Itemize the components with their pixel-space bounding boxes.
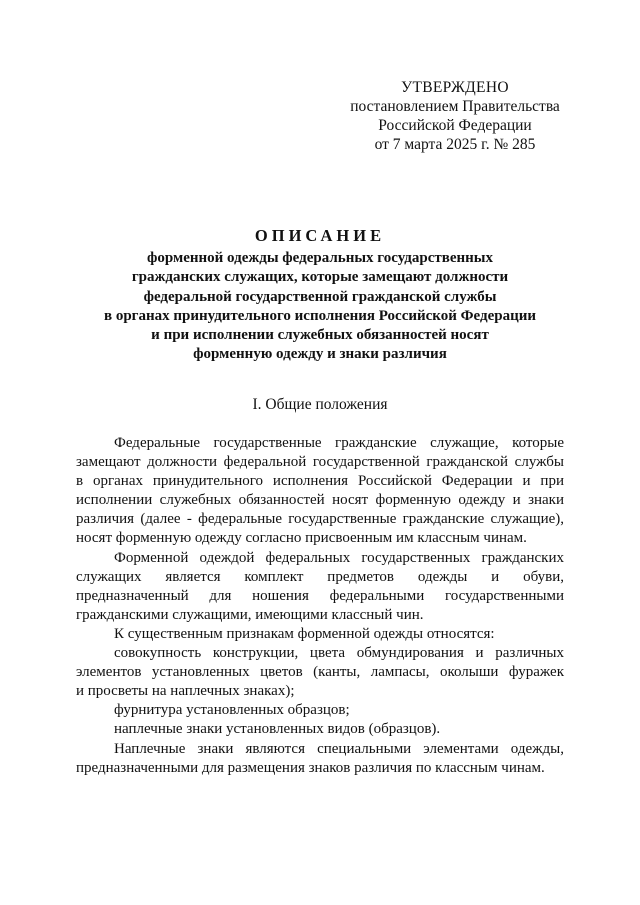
paragraph (76, 701, 564, 720)
approval-stamp: УТВЕРЖДЕНО (401, 79, 509, 96)
paragraph-line: исполнении служебных обязанностей носят форменную одежду и знаки (76, 492, 564, 509)
paragraph-line: Форменной одеждой федеральных государственных гражданских (114, 549, 564, 566)
document-body (76, 434, 564, 778)
approval-block (335, 78, 575, 154)
paragraph-line: носят форменную одежду согласно присвоенным им классным чинам. (76, 530, 527, 547)
paragraph-line: и просветы на наплечных знаках); (76, 683, 295, 700)
paragraph-line: предназначенный для ношения федеральными государственными (76, 587, 564, 604)
subtitle-line: федеральной государственной гражданской службы (143, 288, 497, 305)
paragraph-line: совокупность конструкции, цвета обмундирования и различных (114, 645, 564, 662)
paragraph (76, 549, 564, 625)
approval-line-2: Российской Федерации (378, 117, 532, 134)
paragraph-line: служащих является комплект предметов одежды и обуви, (76, 568, 564, 585)
approval-line-3: от 7 марта 2025 г. № 285 (374, 136, 536, 153)
paragraph-line: Федеральные государственные гражданские служащие, которые (114, 435, 564, 451)
subtitle-line: форменной одежды федеральных государственных (147, 250, 493, 266)
paragraph (76, 720, 564, 739)
paragraph-line: замещают должности федеральной государственной гражданской службы (76, 454, 564, 471)
paragraph-line: гражданскими служащими, имеющими классный чин. (76, 606, 424, 623)
paragraph (76, 434, 564, 549)
paragraph (76, 625, 564, 644)
document-subtitle (80, 249, 560, 365)
subtitle-line: гражданских служащих, которые замещают должности (131, 269, 509, 286)
paragraph-line: элементов установленных цветов (канты, лампасы, околыши фуражек (76, 664, 564, 681)
subtitle-line: форменную одежду и знаки различия (193, 346, 447, 363)
paragraph-line: К существенным признакам форменной одежды относятся: (114, 625, 495, 642)
paragraph (76, 644, 564, 701)
section-heading: I. Общие положения (252, 396, 388, 413)
subtitle-line: и при исполнении служебных обязанностей носят (151, 327, 489, 344)
paragraph-line: предназначенными для размещения знаков различия по классным чинам. (76, 759, 545, 776)
paragraph-line: Наплечные знаки являются специальными элементами одежды, (114, 740, 564, 757)
subtitle-line: в органах принудительного исполнения Российской Федерации (103, 307, 536, 324)
paragraph-line: наплечные знаки установленных видов (образцов). (114, 721, 441, 738)
approval-line-1: постановлением Правительства (350, 98, 560, 115)
paragraph-line: различия (далее - федеральные государственные гражданские служащие), (76, 511, 564, 528)
paragraph-line: в органах принудительного исполнения Российской Федерации и при (76, 473, 564, 490)
document-title: ОПИСАНИЕ (254, 226, 386, 245)
paragraph-line: фурнитура установленных образцов; (114, 702, 350, 719)
paragraph (76, 740, 564, 778)
